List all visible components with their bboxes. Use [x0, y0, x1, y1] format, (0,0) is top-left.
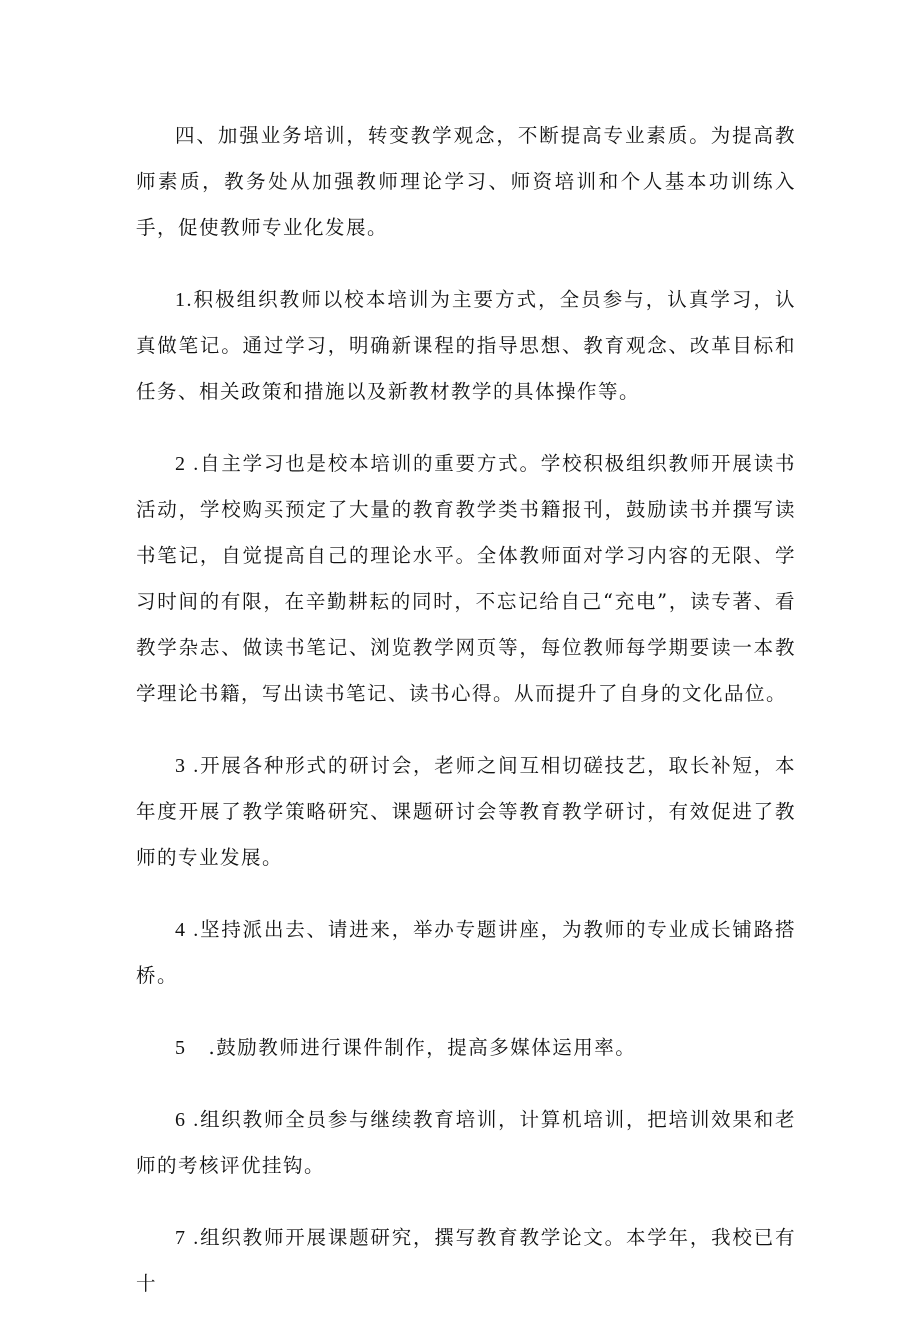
paragraph-item-7	[136, 1215, 796, 1307]
paragraph-item-6	[136, 1097, 796, 1189]
item-number: 1.	[175, 289, 193, 311]
paragraph-text: 组织教师全员参与继续教育培训，计算机培训，把培训效果和老师的考核评优挂钩。	[136, 1108, 796, 1177]
paragraph-text: 组织教师开展课题研究，撰写教育教学论文。本学年，我校已有十	[136, 1226, 796, 1295]
paragraph-text: 积极组织教师以校本培训为主要方式，全员参与，认真学习，认真做笔记。通过学习，明确新课程的指导思想、教育观念、改革目标和任务、相关政策和措施以及新教材教学的具体操作等。	[136, 288, 796, 403]
paragraph-item-4	[136, 907, 796, 999]
item-number: 5	[175, 1037, 187, 1059]
paragraph-section-four	[136, 113, 796, 251]
paragraph-item-2	[136, 441, 796, 717]
paragraph-text: 自主学习也是校本培训的重要方式。学校积极组织教师开展读书活动，学校购买预定了大量的教育教学类书籍报刊，鼓励读书并撰写读书笔记，自觉提高自己的理论水平。全体教师面对学习内容的无限、学习时间的有限，在辛勤耕耘的同时，不忘记给自己“充电”，读专著、看教学杂志、做读书笔记、浏览教学网页等，每位教师每学期要读一本教学理论书籍，写出读书笔记、读书心得。从而提升了自身的文化品位。	[136, 452, 796, 705]
item-number: 4 .	[175, 919, 200, 941]
item-number: 3 .	[175, 755, 200, 777]
paragraph-item-3	[136, 743, 796, 881]
paragraph-item-5	[136, 1025, 796, 1071]
paragraph-text: .鼓励教师进行课件制作，提高多媒体运用率。	[208, 1036, 637, 1059]
paragraph-text: 坚持派出去、请进来，举办专题讲座，为教师的专业成长铺路搭桥。	[136, 918, 796, 987]
item-number: 6 .	[175, 1109, 200, 1131]
item-number: 7 .	[175, 1227, 200, 1249]
paragraph-item-1	[136, 277, 796, 415]
document-body	[136, 113, 796, 1333]
paragraph-text: 四、加强业务培训，转变教学观念，不断提高专业素质。为提高教师素质，教务处从加强教师理论学习、师资培训和个人基本功训练入手，促使教师专业化发展。	[136, 124, 796, 239]
item-number: 2 .	[175, 453, 200, 475]
paragraph-text: 开展各种形式的研讨会，老师之间互相切磋技艺，取长补短，本年度开展了教学策略研究、课题研讨会等教育教学研讨，有效促进了教师的专业发展。	[136, 754, 796, 869]
